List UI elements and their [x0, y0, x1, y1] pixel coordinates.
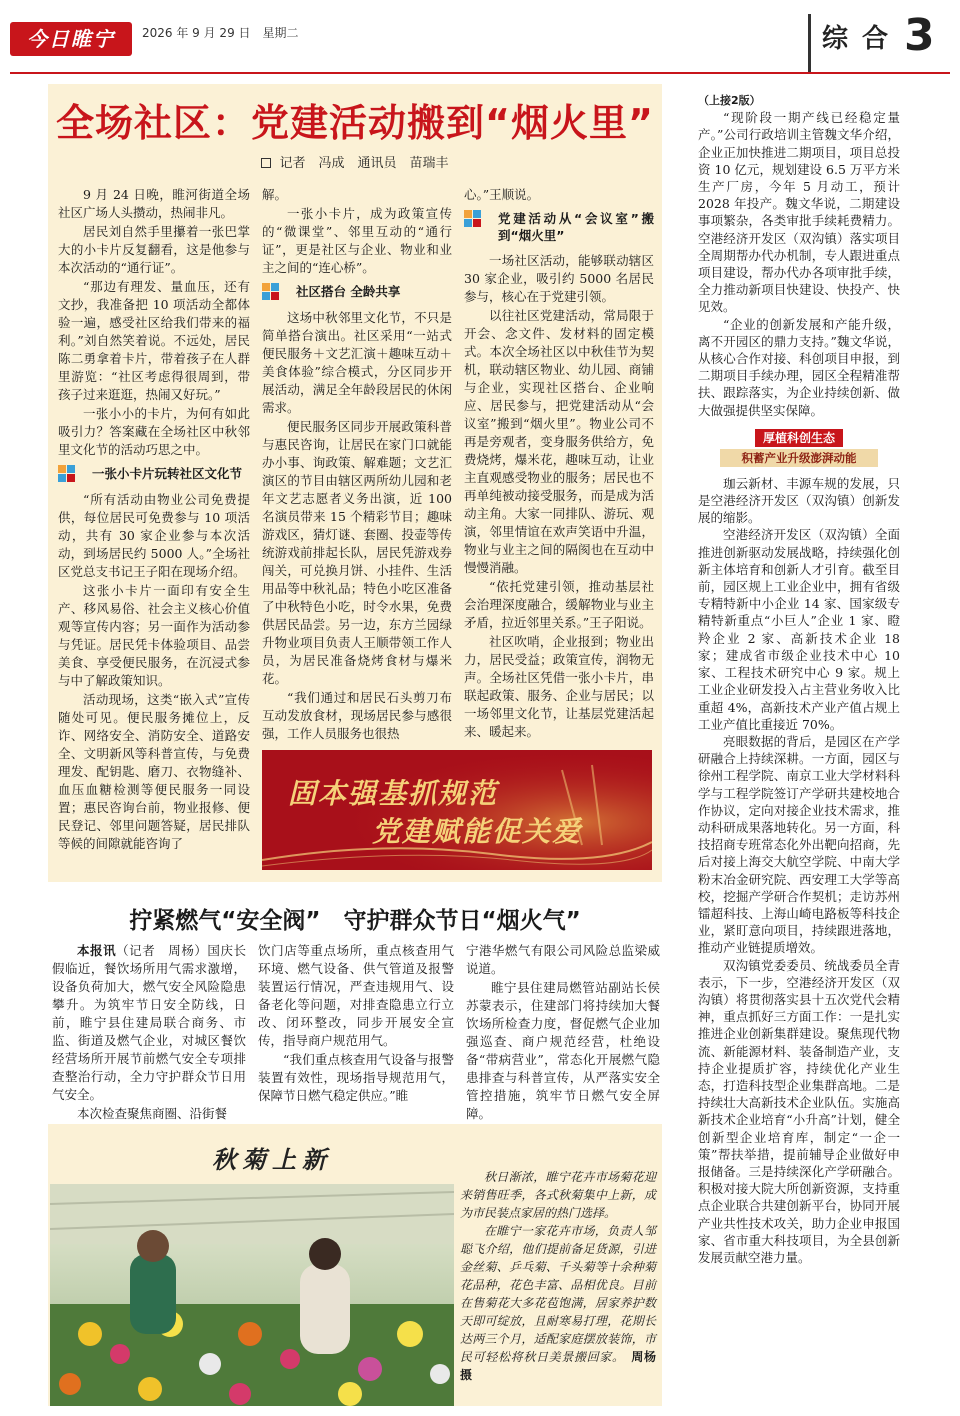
paragraph: “我们通过和居民石头剪刀布互动发放食材，现场居民参与感很强，工作人员服务也很热 [262, 690, 452, 741]
paragraph: 社区吹哨，企业报到；物业出力，居民受益；政策宣传，润物无声。全场社区凭借一张小卡片，串联起政策、服务、企业与居民；以一场邻里文化节，让基层党建活起来、暖起来。 [464, 634, 654, 739]
paragraph: 一张小卡片，成为政策宣传的“微课堂”、邻里互动的“通行证”，更是社区与企业、物业和业主之间的“连心桥”。 [262, 206, 452, 275]
subhead-text: 社区搭台 全龄共享 [296, 284, 401, 299]
section-tag [720, 429, 878, 467]
byline-box-icon [261, 158, 271, 168]
subhead-party [464, 210, 654, 244]
banner-line-2: 党建赋能促关爱 [372, 815, 583, 848]
caption-text: 在睢宁一家花卉市场，负责人邹聪飞介绍，他们提前备足货源，引进金丝菊、乒乓菊、千头菊等十余种菊花品种，花色丰富、品相优良。目前在售菊花大多花苞饱满，居家养护数天即可绽放，且耐寒易打理，花期长达两三个月，适配家庭摆放装饰，市民可轻松将秋日美景搬回家。 [460, 1224, 656, 1364]
gas-column-2 [258, 942, 454, 1106]
photo-title: 秋菊上新 [212, 1145, 332, 1174]
paragraph: 这场中秋邻里文化节，不只是简单搭台演出。社区采用“一站式便民服务＋文艺汇演＋趣味互动＋美食体验”综合模式，分区同步开展活动，满足全年龄段居民的休闲需求。 [262, 310, 452, 415]
lead-text: （记者 周杨）国庆长假临近，餐饮场所用气需求激增，设备负荷加大，燃气安全风险隐患攀升。为筑牢节日安全防线，日前，睢宁县住建局联合商务、市监、街道及燃气企业，对城区餐饮经营场所开展节前燃气安全专项排查整治行动，全力守护群众节日用气安全。 [52, 943, 246, 1102]
masthead-rule [10, 72, 950, 74]
paragraph: 活动现场，这类“嵌入式”宣传随处可见。便民服务摊位上，反诈、网络安全、消防安全、道路安全、文明新风等科普宣传，与免费理发、配钥匙、磨刀、衣物缝补、血压血糖检测等便民服务一同设置；惠民咨询台前，物业报修、便民登记、邻里问题答疑，居民排队等候的间隙就能咨询了 [58, 692, 250, 851]
section-tag-subtitle: 积蓄产业升级澎湃动能 [720, 449, 878, 467]
newspaper-logo: 今日睢宁 [10, 22, 132, 56]
lead-label: 本报讯 [77, 943, 117, 958]
paragraph: 双沟镇党委委员、统战委员全青表示，下一步，空港经济开发区（双沟镇）将贯彻落实县十五次党代会精神，重点抓好三方面工作：一是扎实推进企业创新集群建设。聚焦现代物流、新能源材料、装备制造产业，支持企业提质扩容，持续优化产业生态，打造科技型企业集群高地。二是持续壮大高新技术企业队伍。实施高新技术企业培育“小升高”计划，健全创新型企业培育库，制定“一企一策”帮扶举措，提前辅导企业做好申报储备。三是持续深化产学研融合。积极对接大院大所创新资源，支持重点企业联合共建创新平台，协同开展产业共性技术攻关，助力企业申报国家、省市重大科技项目，为全县创新发展贡献空港力量。 [698, 957, 900, 1265]
paragraph: “依托党建引领，推动基层社会治理深度融合，缓解物业与业主矛盾，拉近邻里关系。”王子阳说。 [464, 579, 654, 630]
paragraph: “我们重点核查用气设备与报警装置有效性，现场指导规范用气，保障节日燃气稳定供应。”睢 [258, 1052, 454, 1103]
paragraph: 居民刘自然手里攥着一张巴掌大的小卡片反复翻看，这是他参与本次活动的“通行证”。 [58, 224, 250, 275]
photo-credit: 周杨摄 [460, 1350, 656, 1382]
paragraph: 睢宁县住建局燃管站副站长侯苏蒙表示，住建部门将持续加大餐饮场所检查力度，督促燃气企业加强巡查、商户规范经营，杜绝设备“带病营业”，常态化开展燃气隐患排查与科普宣传，从严落实安全管控措施，筑牢节日燃气安全屏障。 [466, 980, 660, 1121]
paragraph: 一张小小的卡片，为何有如此吸引力？答案藏在全场社区中秋邻里文化节的活动巧思之中。 [58, 406, 250, 457]
section-divider [808, 14, 823, 74]
subhead-mark-icon [58, 465, 76, 483]
section-tag-title: 厚植科创生态 [755, 429, 843, 447]
lead-column-2 [262, 186, 452, 744]
paragraph: “企业的创新发展和产能升级，离不开园区的鼎力支持。”魏文华说，从核心合作对接、科创项目申报，到二期项目手续办理，园区全程精准帮扶、跟踪落实，为企业持续创新、做大做强提供坚实保障。 [698, 316, 900, 418]
caption-paragraph [460, 1222, 656, 1384]
lead-byline [48, 152, 662, 171]
lead-column-3 [464, 186, 654, 742]
page-number: 3 [904, 10, 935, 61]
photo-illustration [50, 1184, 454, 1406]
paragraph [52, 942, 246, 1104]
subhead-mark-icon [464, 210, 482, 228]
paragraph: 心。”王顺说。 [464, 187, 540, 202]
subhead-text: 党建活动从“会议室”搬到“烟火里” [498, 211, 654, 243]
paragraph: “那边有理发、量血压，还有文抄，我准备把 10 项活动全都体验一遍，感受社区给我们带来的福利。”刘自然笑着说。不远处，居民陈二勇拿着卡片，带着孩子在人群里游览：“社区考虑得很周到，带孩子过来逛逛，热闹又好玩。” [58, 279, 250, 402]
paragraph: “所有活动由物业公司免费提供，每位居民可免费参与 10 项活动，共有 30 家企业参与本次活动，到场居民约 5000 人。”全场社区党总支书记王子阳在现场介绍。 [58, 492, 250, 579]
paragraph: 空港经济开发区（双沟镇）全面推进创新驱动发展战略，持续强化创新主体培育和创新人才引育。截至目前，园区规上工业企业中，拥有省级专精特新中小企业 14 家、国家级专精特新重点“小巨人”企业 1 家、瞪羚企业 2 家、高新技术企业 18 家；建成省市级企业技术中心 10 家、工程技术研究中心 9 家。规上工业企业研发投入占主营业务收入比重超 4%，高新技术产业产值占规上工业产值比重接近 70%。 [698, 527, 900, 732]
issue-date: 2026 年 9 月 29 日 星期二 [142, 26, 299, 40]
subhead-text: 一张小卡片玩转社区文化节 [92, 466, 243, 481]
paragraph: 饮门店等重点场所，重点核查用气环境、燃气设备、供气管道及报警装置运行情况，严查违规用气、设备老化等问题，对排查隐患立行立改、闭环整改，同步开展安全宣传，指导商户规范用气。 [258, 943, 454, 1048]
paragraph: 9 月 24 日晚，睢河街道全场社区广场人头攒动，热闹非凡。 [58, 187, 250, 220]
photo-caption [460, 1168, 656, 1384]
paragraph: 宁港华燃气有限公司风险总监梁威说道。 [466, 943, 660, 976]
paragraph: 解。 [262, 187, 288, 202]
section-name: 综合 [822, 24, 903, 54]
chrysanthemum-photo [50, 1184, 454, 1406]
paragraph: “现阶段一期产线已经稳定量产。”公司行政培训主管魏文华介绍，企业正加快推进二期项目，项目总投资 10 亿元，规划建设 6.5 万平方米生产厂房，今年 5 月动工，预计 2028 年投产。魏文华说，二期建设事项繁杂，各类审批手续耗费精力。空港经济开发区（双沟镇）落实项目全周期帮办代办机制，专人跟进重点项目建设，帮办代办各项审批手续，全力推动新项目快建设、快投产、快见效。 [698, 110, 900, 315]
byline-text: 记者 冯成 通讯员 苗瑞丰 [279, 156, 449, 171]
caption-paragraph: 秋日渐浓，睢宁花卉市场菊花迎来销售旺季，各式秋菊集中上新，成为市民装点家居的热门选择。 [460, 1170, 656, 1220]
paragraph: 以往社区党建活动，常局限于开会、念文件、发材料的固定模式。本次全场社区以中秋佳节为契机，联动辖区物业、幼儿园、商铺与企业，实现社区搭台、企业响应、居民参与，把党建活动从“会议室”搬到“烟火里”。物业公司不再是旁观者，变身服务供给方，免费烧烤，爆米花，趣味互动，让业主直观感受物业的服务；居民也不再单纯被动接受服务，而是成为活动主角。大家一同排队、游玩、观演，邻里情谊在欢声笑语中升温，物业与业主之间的隔阂也在互动中慢慢消融。 [464, 308, 654, 575]
paragraph: 一场社区活动，能够联动辖区 30 家企业，吸引约 5000 名居民参与，核心在于党建引领。 [464, 253, 654, 304]
paragraph: 这张小卡片一面印有安全生产、移风易俗、社会主义核心价值观等宣传内容；另一面作为活动参与凭证。居民凭卡体验项目、品尝美食、享受便民服务，在沉浸式参与中了解政策知识。 [58, 583, 250, 688]
lead-column-1 [58, 186, 250, 854]
gas-headline: 拧紧燃气“安全阀” 守护群众节日“烟火气” [129, 908, 581, 934]
paragraph: 亮眼数据的背后，是园区在产学研融合上持续深耕。一方面，园区与徐州工程学院、南京工业大学材料科学与工程学院签订产学研共建校地合作协议，定向对接企业技术需求，推动科研成果落地转化。另一方面，科技招商专班常态化外出靶向招商，先后对接上海交大航空学院、中南大学粉末冶金研究院、西安理工大学等高校，挖掘产学研合作契机；走访苏州镭超科技、上海山崎电路板等科技企业，紧盯意向项目，持续跟进落地，推动产业链提质增效。 [698, 733, 900, 956]
paragraph: 便民服务区同步开展政策科普与惠民咨询，让居民在家门口就能办小事、询政策、解难题；文艺汇演区的节目由辖区两所幼儿园和老年文艺志愿者义务出演，近 100 名演员带来 15 个精彩节目；趣味游戏区，猜灯谜、套圈、投壶等传统游戏前排起长队，居民凭游戏券闯关，可兑换月饼、小挂件、生活用品等中秋礼品；特色小吃区准备了中秋特色小吃，时令水果，免费供居民品尝。另一边，东方兰园绿升物业项目负责人王顺带领工作人员，为居民准备烧烤食材与爆米花。 [262, 419, 452, 686]
right-column-story [698, 92, 900, 1266]
subhead-mark-icon [262, 283, 280, 301]
paragraph: 本次检查聚焦商圈、沿街餐 [77, 1106, 228, 1121]
banner-line-1: 固本强基抓规范 [288, 777, 499, 810]
gas-column-1 [52, 942, 246, 1124]
subhead-share [262, 283, 452, 301]
lead-headline: 全场社区：党建活动搬到“烟火里” [56, 101, 654, 145]
gas-column-3 [466, 942, 660, 1124]
paragraph: 珈云新材、丰源车规的发展，只是空港经济开发区（双沟镇）创新发展的缩影。 [698, 475, 900, 526]
subhead-card [58, 465, 250, 483]
party-banner-image [262, 750, 652, 870]
continued-label: （上接2版） [698, 94, 761, 107]
masthead [0, 0, 960, 80]
